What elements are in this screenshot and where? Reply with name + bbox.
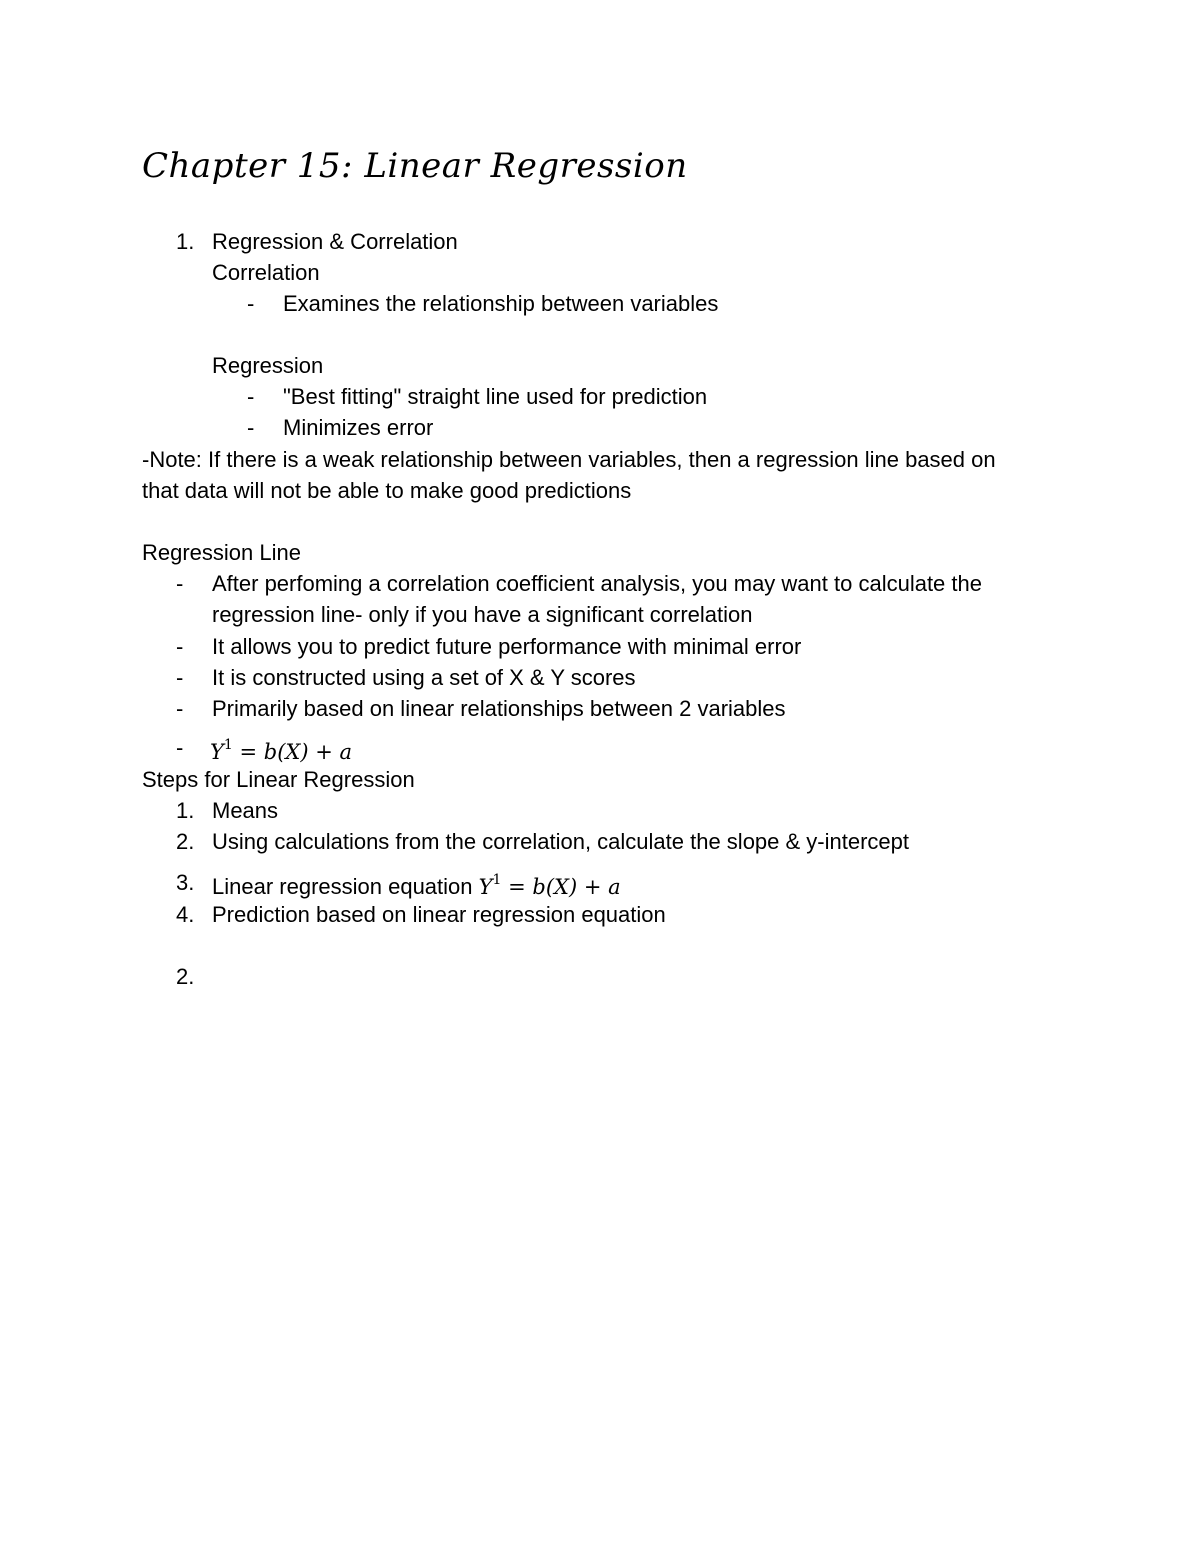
section-heading: Regression & Correlation [212, 229, 458, 254]
equation-superscript: 1 [223, 737, 233, 753]
step-item: Using calculations from the correlation, calculate the slope & y-intercept [212, 829, 910, 854]
bullet-marker: - [176, 665, 184, 690]
step-number: 4. [176, 902, 195, 927]
subheading-steps: Steps for Linear Regression [142, 767, 415, 792]
list-item: Examines the relationship between variables [283, 291, 719, 316]
step-item [212, 867, 621, 903]
equation-rest: = b(X) + a [508, 875, 621, 899]
equation-rest: = b(X) + a [239, 740, 353, 764]
equation-y: Y [210, 740, 224, 764]
list-item: After perfoming a correlation coefficient analysis, you may want to calculate the [212, 571, 982, 596]
bullet-marker: - [247, 384, 255, 409]
list-item-continuation: regression line- only if you have a significant correlation [212, 602, 753, 627]
section-number: 2. [176, 964, 195, 989]
list-item: Primarily based on linear relationships between 2 variables [212, 696, 786, 721]
list-item: It is constructed using a set of X & Y scores [212, 665, 636, 690]
step-number: 2. [176, 829, 195, 854]
step-item: Prediction based on linear regression equation [212, 902, 666, 927]
step-item-text: Linear regression equation [212, 874, 473, 899]
list-item: It allows you to predict future performance with minimal error [212, 634, 802, 659]
bullet-marker: - [176, 696, 184, 721]
step-number: 3. [176, 870, 195, 895]
step-equation [478, 872, 621, 899]
regression-equation [210, 732, 352, 768]
list-item: "Best fitting" straight line used for prediction [283, 384, 708, 409]
bullet-marker: - [247, 415, 255, 440]
equation-y: Y [478, 875, 493, 899]
page-title: Chapter 15: Linear Regression [142, 146, 688, 186]
subheading-correlation: Correlation [212, 260, 320, 285]
bullet-marker: - [176, 571, 184, 596]
list-item: Minimizes error [283, 415, 434, 440]
subheading-regression: Regression [212, 353, 324, 378]
step-number: 1. [176, 798, 195, 823]
equation-superscript: 1 [492, 872, 502, 888]
bullet-marker: - [176, 735, 184, 760]
bullet-marker: - [176, 634, 184, 659]
note-line-2: that data will not be able to make good predictions [142, 478, 632, 503]
bullet-marker: - [247, 291, 255, 316]
step-item: Means [212, 798, 279, 823]
subheading-regression-line: Regression Line [142, 540, 301, 565]
section-number: 1. [176, 229, 195, 254]
note-line-1: -Note: If there is a weak relationship between variables, then a regression line based on [142, 447, 996, 472]
